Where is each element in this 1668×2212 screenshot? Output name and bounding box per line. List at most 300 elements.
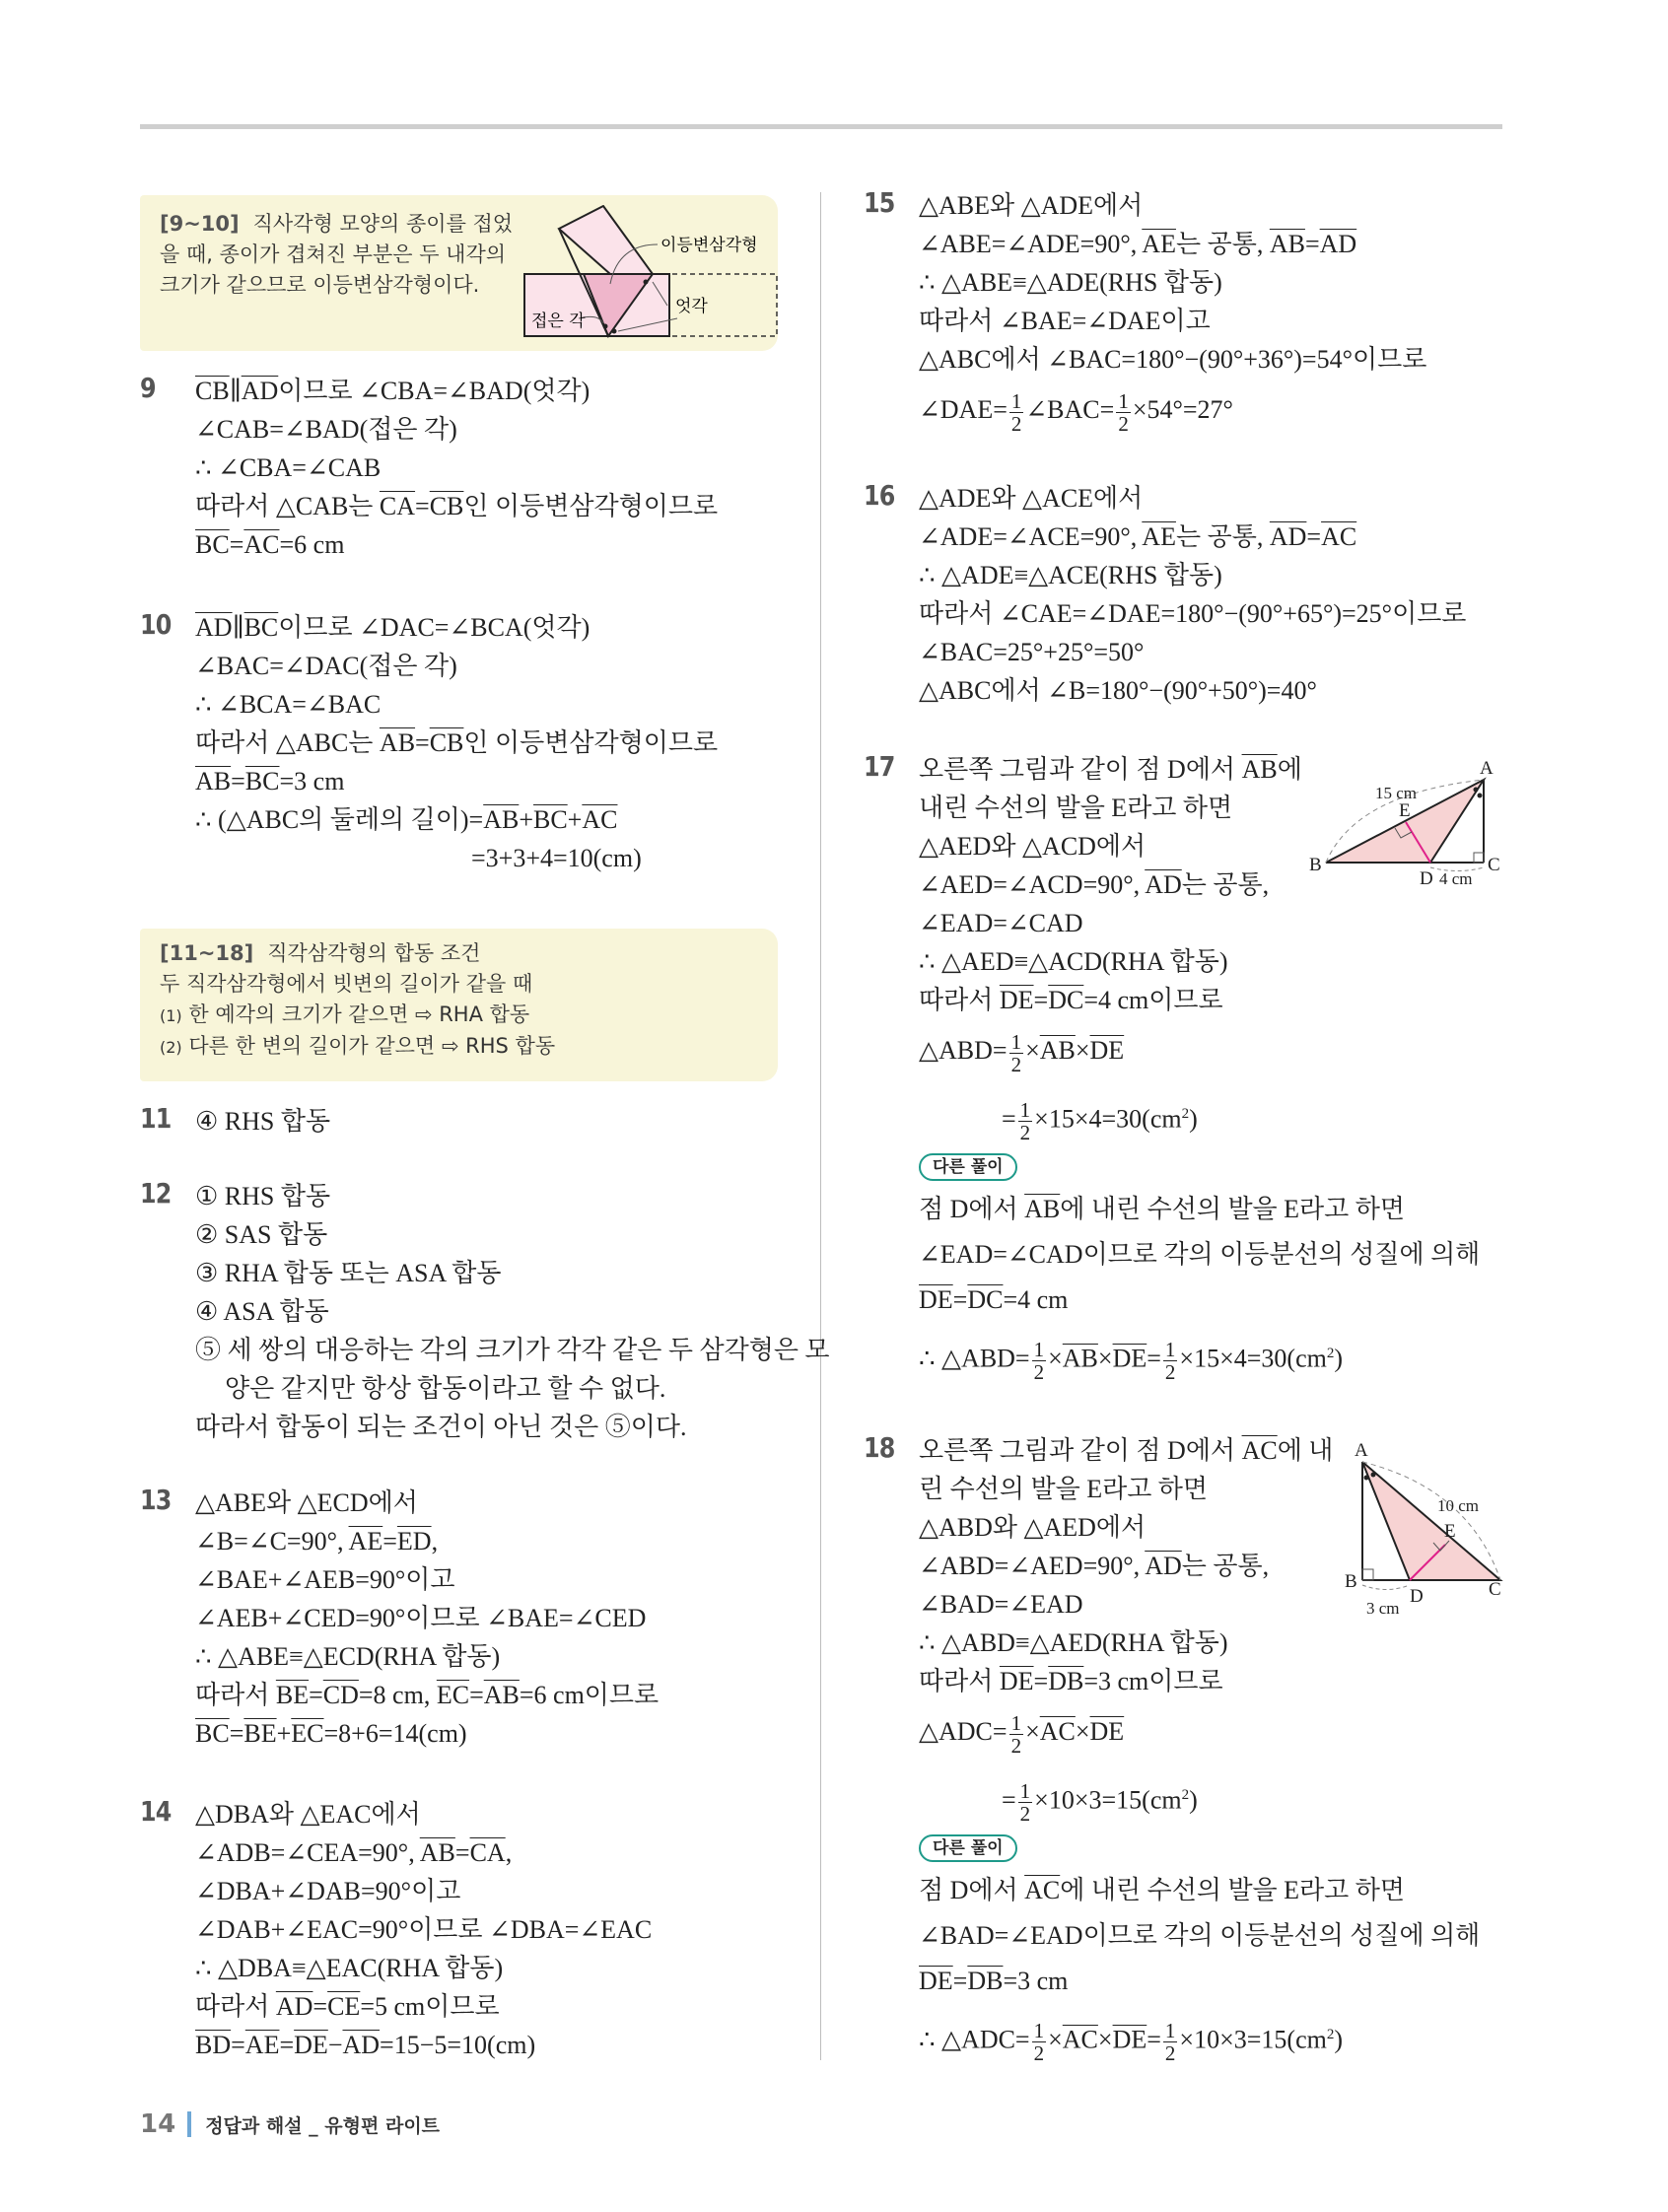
segment-overline: $\overline{AC}$ bbox=[582, 805, 618, 834]
text-segment: = bbox=[415, 728, 430, 757]
vertex-C: C bbox=[1488, 855, 1500, 875]
fraction bbox=[1163, 1339, 1178, 1383]
text-segment: ① RHS 합동 bbox=[195, 1182, 331, 1210]
solution-main bbox=[919, 479, 1466, 710]
text-segment: , bbox=[431, 1527, 439, 1555]
text-segment: 에 bbox=[1277, 755, 1302, 784]
solution-line bbox=[195, 608, 718, 647]
text-segment: △DBA와 △EAC에서 bbox=[195, 1800, 421, 1829]
text-segment: ∠DBA+∠DAB=90°이고 bbox=[195, 1877, 461, 1905]
solution-line bbox=[195, 1714, 659, 1753]
segment-overline: $\overline{CD}$ bbox=[322, 1681, 359, 1709]
solution-main bbox=[919, 186, 1426, 442]
superscript: 2 bbox=[1326, 2027, 1335, 2042]
text-segment: 는 공통, bbox=[1181, 870, 1270, 899]
segment-overline: $\overline{DE}$ bbox=[999, 986, 1034, 1014]
text-segment: ∴ (△ABC의 둘레의 길이)= bbox=[195, 805, 484, 834]
numerator: 1 bbox=[1019, 1098, 1031, 1123]
text-segment: ) bbox=[1189, 1104, 1198, 1134]
text-segment: △ABD와 △AED에서 bbox=[919, 1513, 1147, 1542]
text-segment: 에 내린 수선의 발을 E라고 하면 bbox=[1060, 1876, 1406, 1904]
text-segment: ∥ bbox=[232, 613, 244, 642]
numerator: 1 bbox=[1010, 1710, 1022, 1735]
label-alternate-angle: 엇각 bbox=[675, 297, 708, 316]
solution-body bbox=[195, 1484, 659, 1753]
denominator: 2 bbox=[1010, 411, 1022, 436]
segment-overline: $\overline{CB}$ bbox=[429, 492, 464, 520]
solution-main bbox=[195, 372, 718, 564]
text-segment: × bbox=[1048, 1344, 1063, 1373]
superscript: 2 bbox=[1181, 1787, 1190, 1803]
text-segment: = bbox=[1033, 986, 1049, 1014]
solution-main bbox=[195, 1484, 659, 1753]
text-segment: 오른쪽 그림과 같이 점 D에서 bbox=[919, 1436, 1242, 1465]
text-segment: △ABE와 △ECD에서 bbox=[195, 1488, 418, 1517]
tip-title: 직각삼각형의 합동 조건 bbox=[267, 941, 481, 965]
text-segment: =3 cm bbox=[279, 767, 345, 795]
numerator: 1 bbox=[1164, 1338, 1176, 1362]
text-segment: ∠BAC= bbox=[1025, 395, 1115, 424]
numerator: 1 bbox=[1033, 2019, 1045, 2043]
solution-line bbox=[195, 1833, 652, 1872]
solution-line bbox=[919, 981, 1480, 1019]
text-segment: × bbox=[1048, 2025, 1063, 2054]
problem-number: 18 bbox=[864, 1431, 895, 1464]
page-number: 14 bbox=[140, 2109, 176, 2139]
text-segment: ∠DAE= bbox=[919, 395, 1008, 424]
text-segment: ∴ △DBA≡△EAC(RHA 합동) bbox=[195, 1954, 504, 1982]
solution-line bbox=[919, 2004, 1480, 2065]
problem-number: 16 bbox=[864, 479, 895, 512]
fraction bbox=[1116, 390, 1131, 435]
text-segment: =3 cm이므로 bbox=[1083, 1667, 1223, 1695]
denominator: 2 bbox=[1118, 411, 1129, 436]
problem-number: 17 bbox=[864, 750, 895, 783]
solution-line bbox=[195, 449, 718, 487]
text-segment: ∠BAD=∠EAD이므로 각의 이등분선의 성질에 의해 bbox=[919, 1921, 1481, 1950]
solution-line bbox=[195, 1292, 830, 1331]
solution-body bbox=[195, 608, 718, 877]
solution-line bbox=[919, 556, 1466, 594]
text-segment: ∠ABD=∠AED=90°, bbox=[919, 1552, 1146, 1580]
solution-line bbox=[195, 1910, 652, 1949]
text-segment: = bbox=[382, 1527, 397, 1555]
text-segment: = bbox=[454, 1838, 470, 1867]
solution-line bbox=[919, 379, 1426, 442]
segment-overline: $\overline{CA}$ bbox=[379, 492, 416, 520]
text-segment: 양은 같지만 항상 합동이라고 할 수 없다. bbox=[225, 1374, 666, 1403]
text-segment: ∴ △ADC= bbox=[919, 2025, 1030, 2054]
text-segment: 따라서 △ABC는 bbox=[195, 728, 380, 757]
segment-overline: $\overline{AC}$ bbox=[1062, 2025, 1098, 2054]
numerator: 1 bbox=[1118, 388, 1129, 413]
segment-overline: $\overline{CB}$ bbox=[195, 377, 230, 405]
segment-overline: $\overline{BC}$ bbox=[195, 1719, 230, 1748]
superscript: 2 bbox=[1326, 1346, 1335, 1361]
item-number: (2) bbox=[160, 1038, 182, 1057]
vertex-A: A bbox=[1355, 1440, 1368, 1461]
fraction bbox=[1009, 1712, 1024, 1757]
segment-overline: $\overline{AE}$ bbox=[1142, 230, 1176, 258]
solution-line bbox=[919, 1662, 1480, 1700]
tip-box-9-10 bbox=[140, 195, 778, 351]
text-segment: △ABD= bbox=[919, 1036, 1008, 1065]
text-segment: × bbox=[1025, 1717, 1040, 1746]
fraction bbox=[1163, 2020, 1178, 2064]
segment-overline: $\overline{DB}$ bbox=[967, 1967, 1004, 1995]
segment-overline: $\overline{DE}$ bbox=[1112, 2025, 1147, 2054]
segment-overline: $\overline{AD}$ bbox=[1145, 870, 1182, 899]
solution-line bbox=[919, 1232, 1480, 1278]
segment-overline: $\overline{DE}$ bbox=[999, 1667, 1034, 1695]
text-segment: = bbox=[1147, 1344, 1161, 1373]
text-segment: ∴ △ABD= bbox=[919, 1344, 1030, 1373]
solution-line bbox=[195, 800, 718, 839]
solution-line bbox=[195, 647, 718, 685]
denominator: 2 bbox=[1164, 2041, 1176, 2066]
text-segment: =8+6=14(cm) bbox=[323, 1719, 467, 1748]
vertex-D: D bbox=[1420, 868, 1433, 889]
solution-line bbox=[919, 1959, 1480, 2004]
fraction bbox=[1032, 2020, 1047, 2064]
alt-solution-badge: 다른 풀이 bbox=[919, 1153, 1017, 1181]
page-footer bbox=[140, 2109, 440, 2139]
text-segment: =6 cm bbox=[279, 530, 345, 559]
segment-overline: $\overline{BC}$ bbox=[532, 805, 568, 834]
denominator: 2 bbox=[1033, 2041, 1045, 2066]
text-segment: ∠AED=∠ACD=90°, bbox=[919, 870, 1146, 899]
fraction bbox=[1018, 1099, 1033, 1143]
solution-line bbox=[195, 1254, 830, 1292]
footer-bar bbox=[187, 2111, 191, 2137]
text-segment: △AED와 △ACD에서 bbox=[919, 832, 1147, 861]
text-segment: =8 cm, bbox=[358, 1681, 437, 1709]
text-segment: = bbox=[1304, 230, 1320, 258]
text-segment: ×15×4=30(cm bbox=[1179, 1344, 1327, 1373]
text-segment: ∠ADB=∠CEA=90°, bbox=[195, 1838, 420, 1867]
text-segment: ×10×3=15(cm bbox=[1179, 2025, 1327, 2054]
text-segment: = bbox=[313, 1992, 328, 2021]
text-segment: ∠ADE=∠ACE=90°, bbox=[919, 522, 1143, 551]
length-DC: 4 cm bbox=[1439, 869, 1473, 888]
text-segment: = bbox=[1306, 522, 1322, 551]
vertex-D: D bbox=[1410, 1586, 1424, 1607]
label-folded-angle: 접은 각 bbox=[531, 311, 586, 331]
segment-overline: $\overline{AC}$ bbox=[1039, 1717, 1076, 1746]
text-segment: ⑤ 세 쌍의 대응하는 각의 크기가 각각 같은 두 삼각형은 모 bbox=[195, 1336, 830, 1364]
text-segment: 따라서 ∠CAE=∠DAE=180°−(90°+65°)=25°이므로 bbox=[919, 599, 1467, 628]
solution-line bbox=[919, 633, 1466, 671]
text-segment: △ABE와 △ADE에서 bbox=[919, 191, 1144, 220]
text-segment: ∴ ∠BCA=∠BAC bbox=[195, 690, 382, 719]
text-segment: ×15×4=30(cm bbox=[1034, 1104, 1182, 1134]
text-segment: ∠ABE=∠ADE=90°, bbox=[919, 230, 1143, 258]
segment-overline: $\overline{DC}$ bbox=[1048, 986, 1084, 1014]
text-segment: 점 D에서 bbox=[919, 1195, 1025, 1223]
solution-line bbox=[195, 762, 718, 800]
segment-overline: $\overline{AC}$ bbox=[243, 530, 280, 559]
segment-overline: $\overline{AE}$ bbox=[348, 1527, 383, 1555]
text-segment: △ABC에서 ∠B=180°−(90°+50°)=40° bbox=[919, 676, 1317, 705]
tip-tag: [9~10] bbox=[160, 212, 240, 236]
figure-18-triangle bbox=[1341, 1434, 1513, 1622]
solution-line bbox=[195, 487, 718, 525]
segment-overline: $\overline{AB}$ bbox=[1039, 1036, 1076, 1065]
solution-line bbox=[919, 594, 1466, 633]
text-segment: = bbox=[309, 1681, 323, 1709]
text-segment: = bbox=[415, 492, 430, 520]
solution-main bbox=[195, 1102, 330, 1141]
text-segment: 따라서 △CAB는 bbox=[195, 492, 380, 520]
segment-overline: $\overline{AE}$ bbox=[1142, 522, 1176, 551]
segment-overline: $\overline{EC}$ bbox=[291, 1719, 324, 1748]
segment-overline: $\overline{DE}$ bbox=[294, 2031, 328, 2059]
solution-body bbox=[195, 1177, 830, 1446]
solution-line bbox=[919, 1913, 1480, 1959]
text-segment: =4 cm이므로 bbox=[1083, 986, 1223, 1014]
vertex-C: C bbox=[1489, 1579, 1501, 1600]
text-segment: + bbox=[519, 805, 533, 834]
segment-overline: $\overline{AB}$ bbox=[1241, 755, 1278, 784]
solution-body bbox=[919, 186, 1426, 442]
segment-overline: $\overline{BC}$ bbox=[244, 767, 280, 795]
solution-line bbox=[195, 410, 718, 449]
solution-line bbox=[919, 225, 1426, 263]
tip-text: 을 때, 종이가 겹쳐진 부분은 두 내각의 bbox=[160, 242, 507, 266]
solution-line bbox=[195, 1484, 659, 1522]
numerator: 1 bbox=[1019, 1779, 1031, 1804]
column-divider bbox=[820, 192, 821, 2060]
solution-line bbox=[195, 724, 718, 762]
text-segment: ④ ASA 합동 bbox=[195, 1297, 329, 1326]
solution-line bbox=[195, 685, 718, 724]
problem-number: 13 bbox=[140, 1484, 172, 1516]
text-segment: = bbox=[952, 1967, 968, 1995]
tip-text: 두 직각삼각형에서 빗변의 길이가 같을 때 bbox=[160, 972, 533, 996]
text-segment: × bbox=[1075, 1036, 1090, 1065]
text-segment: ∴ △ABE≡△ADE(RHS 합동) bbox=[919, 268, 1222, 297]
segment-overline: $\overline{AB}$ bbox=[195, 767, 232, 795]
label-isosceles: 이등변삼각형 bbox=[660, 236, 758, 255]
item-text: 한 예각의 크기가 같으면 ⇨ RHA 합동 bbox=[188, 1002, 530, 1026]
solution-line bbox=[195, 1560, 659, 1599]
solution-line bbox=[919, 302, 1426, 340]
superscript: 2 bbox=[1181, 1106, 1190, 1122]
segment-overline: $\overline{AE}$ bbox=[244, 2031, 280, 2059]
text-segment: △ABC에서 ∠BAC=180°−(90°+36°)=54°이므로 bbox=[919, 345, 1427, 374]
text-segment: 인 이등변삼각형이므로 bbox=[463, 728, 719, 757]
alt-solution bbox=[919, 1868, 1480, 2065]
text-segment: , bbox=[505, 1838, 513, 1867]
solution-main bbox=[195, 1177, 830, 1446]
text-segment: △ADC= bbox=[919, 1717, 1008, 1746]
text-segment: =15−5=10(cm) bbox=[380, 2031, 536, 2059]
text-segment: 따라서 합동이 되는 조건이 아닌 것은 ⑤이다. bbox=[195, 1413, 687, 1441]
solution-line bbox=[919, 340, 1426, 379]
fraction bbox=[1018, 1780, 1033, 1825]
solution-line bbox=[195, 1102, 330, 1141]
solution-line bbox=[919, 1624, 1480, 1662]
solution-line bbox=[195, 1369, 830, 1408]
text-segment: + bbox=[276, 1719, 292, 1748]
solution-line bbox=[919, 904, 1480, 942]
text-segment: ∠EAD=∠CAD bbox=[919, 909, 1083, 937]
segment-overline: $\overline{CE}$ bbox=[327, 1992, 361, 2021]
problem-number: 15 bbox=[864, 186, 895, 219]
segment-overline: $\overline{AD}$ bbox=[1319, 230, 1357, 258]
problem-number: 11 bbox=[140, 1102, 172, 1135]
tip-text: 직사각형 모양의 종이를 접었 bbox=[252, 212, 514, 236]
text-segment: = bbox=[231, 2031, 245, 2059]
denominator: 2 bbox=[1010, 1733, 1022, 1758]
segment-overline: $\overline{AD}$ bbox=[241, 377, 279, 405]
solution-main bbox=[195, 608, 718, 877]
solution-line bbox=[919, 671, 1466, 710]
text-segment: ×10×3=15(cm bbox=[1034, 1785, 1182, 1815]
text-segment: = bbox=[229, 530, 244, 559]
text-segment: 는 공통, bbox=[1175, 522, 1270, 551]
segment-overline: $\overline{CA}$ bbox=[469, 1838, 506, 1867]
solution-line bbox=[195, 1331, 830, 1369]
numerator: 1 bbox=[1164, 2019, 1176, 2043]
text-segment: × bbox=[1025, 1036, 1040, 1065]
text-segment: ) bbox=[1334, 2025, 1344, 2054]
text-segment: = bbox=[1002, 1785, 1016, 1815]
length-BD: 3 cm bbox=[1366, 1599, 1400, 1618]
text-segment: 이므로 ∠CBA=∠BAD(엇각) bbox=[278, 377, 591, 405]
text-segment: = bbox=[952, 1285, 968, 1314]
text-segment: ∠BAD=∠EAD bbox=[919, 1590, 1083, 1619]
text-segment: ∠AEB+∠CED=90°이므로 ∠BAE=∠CED bbox=[195, 1604, 647, 1632]
solution-line bbox=[919, 1763, 1480, 1827]
solution-line bbox=[195, 1872, 652, 1910]
solution-line bbox=[195, 1676, 659, 1714]
segment-overline: $\overline{AB}$ bbox=[1269, 230, 1305, 258]
tip-text: 크기가 같으므로 이등변삼각형이다. bbox=[160, 273, 480, 297]
problem-number: 14 bbox=[140, 1795, 172, 1828]
figure-17-triangle bbox=[1306, 754, 1513, 897]
denominator: 2 bbox=[1010, 1052, 1022, 1076]
text-segment: 따라서 bbox=[919, 986, 1000, 1014]
text-segment: × bbox=[1075, 1717, 1090, 1746]
text-segment: ④ RHS 합동 bbox=[195, 1107, 331, 1136]
text-segment: ∥ bbox=[229, 377, 242, 405]
segment-overline: $\overline{AB}$ bbox=[1062, 1344, 1098, 1373]
numerator: 1 bbox=[1010, 1029, 1022, 1054]
alt-solution-badge: 다른 풀이 bbox=[919, 1834, 1017, 1862]
text-segment: ∠B=∠C=90°, bbox=[195, 1527, 349, 1555]
item-number: (1) bbox=[160, 1006, 182, 1025]
solution-line bbox=[195, 1522, 659, 1560]
segment-overline: $\overline{AD}$ bbox=[275, 1992, 313, 2021]
fraction bbox=[1009, 1031, 1024, 1075]
segment-overline: $\overline{DE}$ bbox=[1112, 1344, 1147, 1373]
segment-overline: $\overline{AC}$ bbox=[1241, 1436, 1278, 1465]
solution-body bbox=[195, 1795, 652, 2064]
text-segment: + bbox=[567, 805, 583, 834]
text-segment: ∴ △ABD≡△AED(RHA 합동) bbox=[919, 1628, 1228, 1657]
denominator: 2 bbox=[1164, 1360, 1176, 1385]
solution-line bbox=[195, 1215, 830, 1254]
segment-overline: $\overline{AD}$ bbox=[342, 2031, 381, 2059]
top-rule bbox=[140, 124, 1502, 129]
solution-main bbox=[195, 1795, 652, 2064]
text-segment: − bbox=[327, 2031, 343, 2059]
text-segment: ∠EAD=∠CAD이므로 각의 이등분선의 성질에 의해 bbox=[919, 1240, 1481, 1269]
solution-line bbox=[195, 839, 718, 877]
segment-overline: $\overline{DC}$ bbox=[967, 1285, 1004, 1314]
text-segment: = bbox=[1033, 1667, 1049, 1695]
text-segment: ∴ △AED≡△ACD(RHA 합동) bbox=[919, 947, 1228, 976]
solution-line bbox=[919, 1019, 1480, 1082]
solution-line bbox=[195, 1177, 830, 1215]
vertex-E: E bbox=[1399, 800, 1411, 821]
text-segment: ③ RHA 합동 또는 ASA 합동 bbox=[195, 1259, 502, 1287]
text-segment: ∠BAC=∠DAC(접은 각) bbox=[195, 652, 457, 680]
footer-title: 정답과 해설 _ 유형편 라이트 bbox=[205, 2114, 441, 2137]
numerator: 1 bbox=[1010, 388, 1022, 413]
segment-overline: $\overline{AD}$ bbox=[195, 613, 233, 642]
segment-overline: $\overline{DE}$ bbox=[919, 1285, 953, 1314]
solution-line bbox=[919, 942, 1480, 981]
segment-overline: $\overline{AB}$ bbox=[483, 805, 520, 834]
text-segment: ∴ △ABE≡△ECD(RHA 합동) bbox=[195, 1642, 501, 1671]
segment-overline: $\overline{EC}$ bbox=[436, 1681, 470, 1709]
text-segment: 내린 수선의 발을 E라고 하면 bbox=[919, 794, 1233, 822]
segment-overline: $\overline{BE}$ bbox=[243, 1719, 277, 1748]
text-segment: △ADE와 △ACE에서 bbox=[919, 484, 1144, 513]
solution-line bbox=[919, 1323, 1480, 1384]
text-segment: ) bbox=[1189, 1785, 1198, 1815]
text-segment: = bbox=[231, 767, 245, 795]
solution-line bbox=[195, 1599, 659, 1637]
fraction bbox=[1032, 1339, 1047, 1383]
solution-body bbox=[195, 1102, 330, 1141]
folded-paper-figure bbox=[520, 205, 786, 343]
text-segment: 따라서 ∠BAE=∠DAE이고 bbox=[919, 307, 1211, 335]
vertex-A: A bbox=[1480, 758, 1494, 779]
problem-number: 12 bbox=[140, 1177, 172, 1210]
solution-line bbox=[919, 263, 1426, 302]
tip-tag: [11~18] bbox=[160, 941, 254, 965]
solution-line bbox=[195, 1637, 659, 1676]
segment-overline: $\overline{ED}$ bbox=[396, 1527, 432, 1555]
alt-solution bbox=[919, 1187, 1480, 1384]
tip-box-11-18 bbox=[140, 929, 778, 1081]
solution-line bbox=[195, 1795, 652, 1833]
text-segment: 에 내린 수선의 발을 E라고 하면 bbox=[1060, 1195, 1406, 1223]
text-segment: ∠DAB+∠EAC=90°이므로 ∠DBA=∠EAC bbox=[195, 1915, 653, 1944]
text-segment: 점 D에서 bbox=[919, 1876, 1025, 1904]
text-segment: = bbox=[229, 1719, 244, 1748]
segment-overline: $\overline{BC}$ bbox=[243, 613, 279, 642]
solution-body bbox=[919, 479, 1466, 710]
text-segment: × bbox=[1097, 2025, 1113, 2054]
segment-overline: $\overline{DE}$ bbox=[1089, 1036, 1125, 1065]
text-segment: 에 내 bbox=[1277, 1436, 1334, 1465]
solution-line bbox=[919, 1187, 1480, 1232]
text-segment: =6 cm이므로 bbox=[519, 1681, 660, 1709]
text-segment: 는 공통, bbox=[1175, 230, 1270, 258]
text-segment: 따라서 bbox=[195, 1992, 276, 2021]
solution-line bbox=[195, 1949, 652, 1987]
text-segment: 오른쪽 그림과 같이 점 D에서 bbox=[919, 755, 1242, 784]
segment-overline: $\overline{AB}$ bbox=[1024, 1195, 1061, 1223]
text-segment: =3+3+4=10(cm) bbox=[471, 844, 642, 872]
text-segment: ∴ △ADE≡△ACE(RHS 합동) bbox=[919, 561, 1222, 589]
denominator: 2 bbox=[1019, 1121, 1031, 1145]
segment-overline: $\overline{BD}$ bbox=[195, 2031, 232, 2059]
